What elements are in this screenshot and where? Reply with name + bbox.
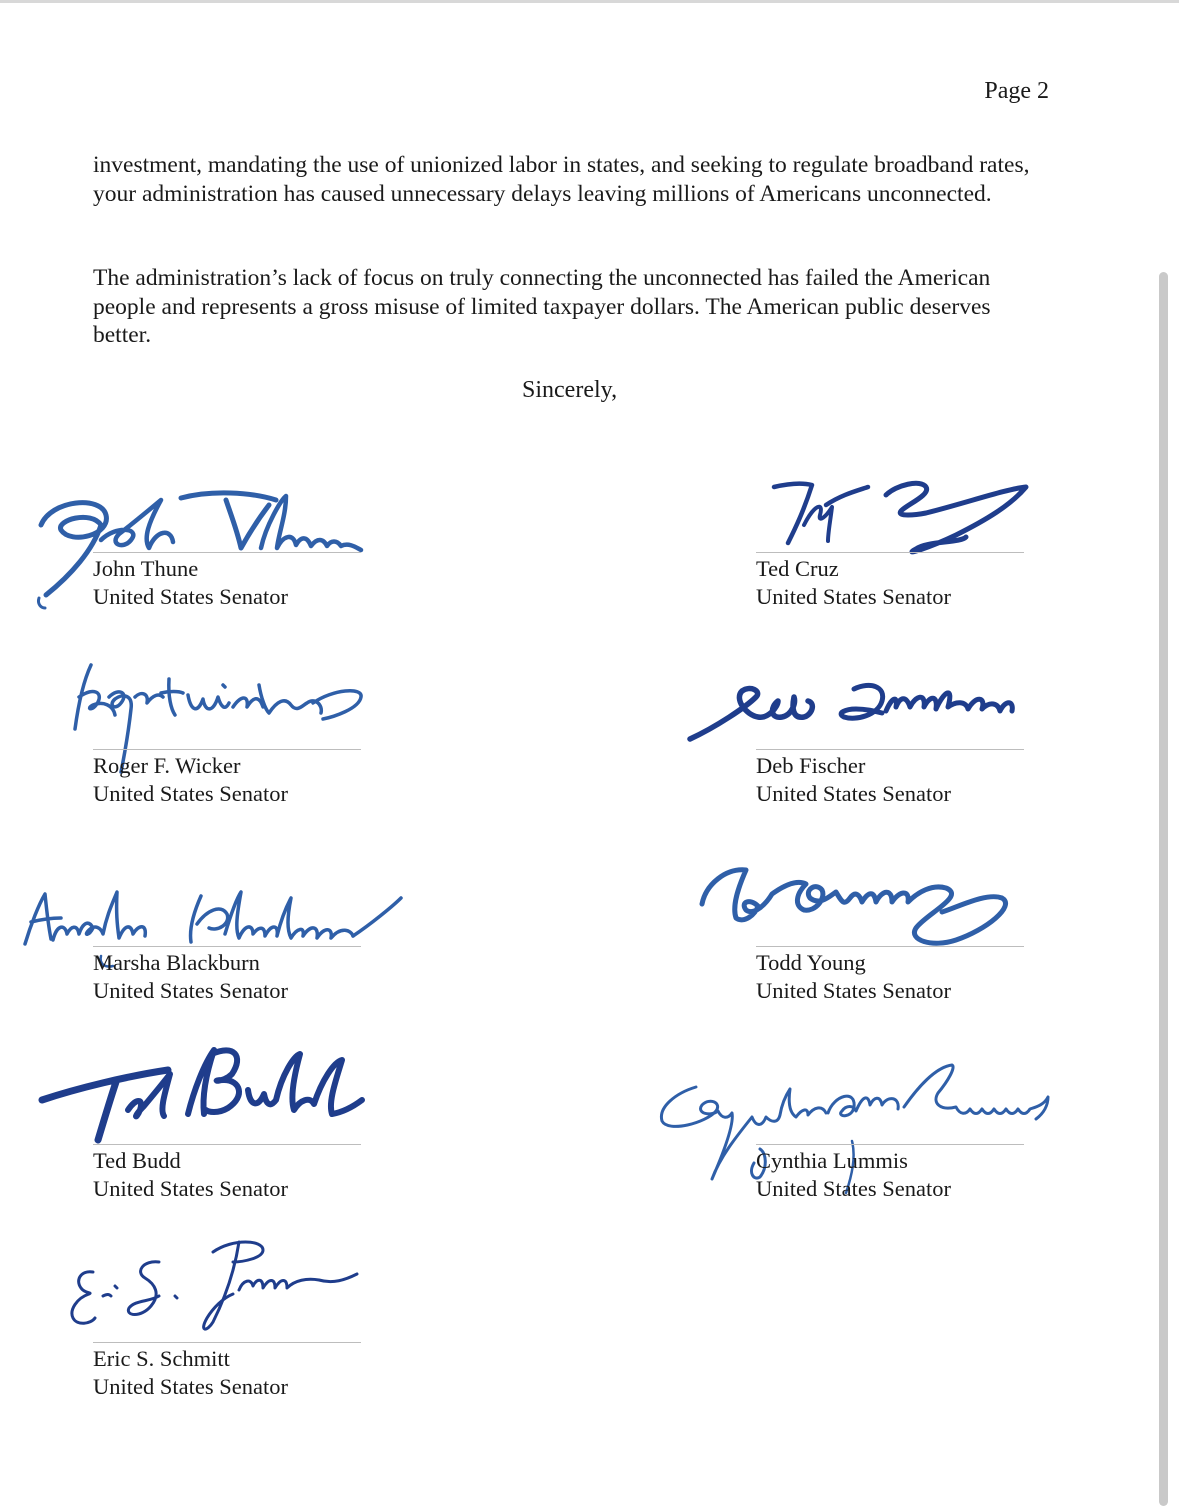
signature-line: [93, 749, 361, 750]
signatory-name: Marsha Blackburn: [93, 950, 260, 975]
signature-line: [93, 946, 361, 947]
signatory-title: United States Senator: [756, 978, 951, 1003]
page-number: Page 2: [984, 78, 1049, 104]
body-paragraph-2: The administration’s lack of focus on truly connecting the unconnected has failed the American people and represents a gross misuse of limited taxpayer dollars. The American public deserves better.: [93, 265, 991, 348]
signature-line: [756, 946, 1024, 947]
signature-block-ted-budd: [93, 1052, 513, 1212]
signature-line: [93, 552, 361, 553]
signature-line: [756, 552, 1024, 553]
signature-block-john-thune: [93, 460, 513, 620]
signature-block-deb-fischer: [756, 657, 1176, 817]
body-paragraph-1: investment, mandating the use of unionized labor in states, and seeking to regulate broadband rates, your administration has caused unnecessary delays leaving millions of Americans unconnected.: [93, 152, 1030, 207]
signature-todd-young: [696, 854, 1066, 974]
window-top-border: [0, 0, 1179, 3]
signatory-name: Roger F. Wicker: [93, 753, 241, 778]
signature-eric-schmitt: [63, 1222, 403, 1362]
signature-block-eric-schmitt: [93, 1250, 513, 1410]
signature-block-todd-young: [756, 854, 1176, 1014]
signatory-title: United States Senator: [93, 781, 288, 806]
signature-line: [93, 1342, 361, 1343]
signatory-title: United States Senator: [756, 584, 951, 609]
signature-deb-fischer: [686, 667, 1076, 757]
signature-block-cynthia-lummis: [756, 1052, 1176, 1212]
signature-block-ted-cruz: [756, 460, 1176, 620]
signatory-title: United States Senator: [756, 781, 951, 806]
signatory-title: United States Senator: [93, 584, 288, 609]
signature-line: [93, 1144, 361, 1145]
signature-block-marsha-blackburn: [93, 854, 513, 1014]
signatory-name: Ted Cruz: [756, 556, 839, 581]
signature-block-roger-wicker: [93, 657, 513, 817]
signatory-name: Deb Fischer: [756, 753, 866, 778]
signature-line: [756, 749, 1024, 750]
signatory-name: Todd Young: [756, 950, 866, 975]
signature-ted-budd: [38, 1040, 418, 1160]
closing-salutation: Sincerely,: [522, 377, 618, 403]
signatory-name: John Thune: [93, 556, 199, 581]
signatory-name: Eric S. Schmitt: [93, 1346, 230, 1371]
signatory-title: United States Senator: [93, 1374, 288, 1399]
signatory-name: Cynthia Lummis: [756, 1148, 908, 1173]
signatory-title: United States Senator: [93, 1176, 288, 1201]
signature-line: [756, 1144, 1024, 1145]
signatory-title: United States Senator: [756, 1176, 951, 1201]
signatory-name: Ted Budd: [93, 1148, 181, 1173]
signatory-title: United States Senator: [93, 978, 288, 1003]
